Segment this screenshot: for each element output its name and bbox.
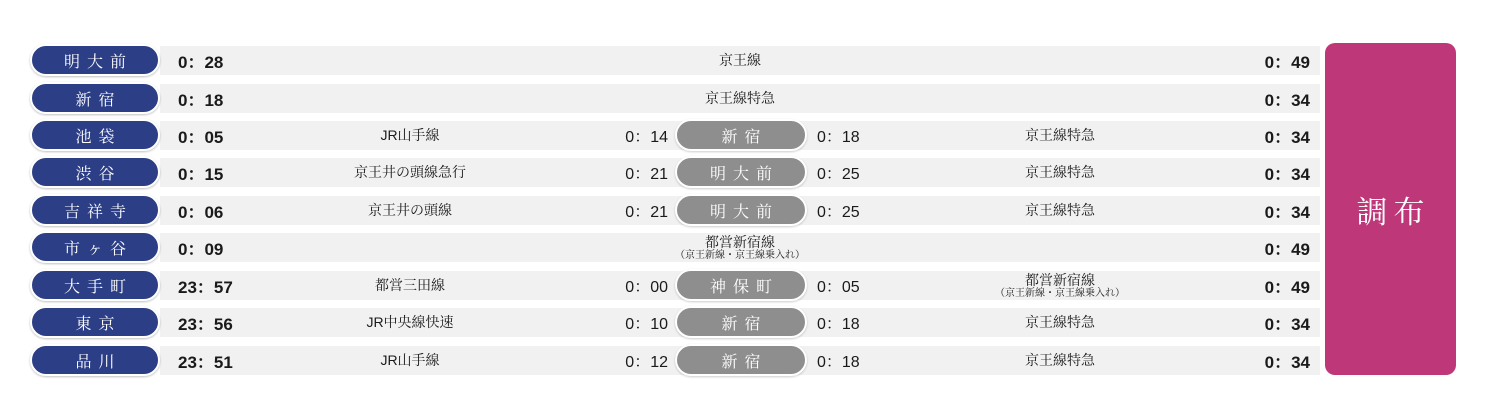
transfer-station-badge [675,194,807,226]
origin-station-badge [30,44,160,76]
origin-station-badge [30,344,160,376]
origin-station-badge [30,82,160,114]
transfer-arrival-time: 0：00 [625,279,668,296]
arrival-time: 0：49 [1264,278,1310,297]
departure-time: 23：57 [178,278,233,297]
first-line-label: 京王井の頭線 [368,202,452,219]
departure-time: 0：18 [178,91,224,110]
transfer-arrival-time: 0：10 [625,316,668,333]
transfer-arrival-time: 0：21 [625,166,668,183]
first-line-name [340,233,1140,262]
transfer-station-badge [675,344,807,376]
transfer-station-badge [675,156,807,188]
departure-time: 0：28 [178,53,224,72]
origin-station-label: 明大前 [63,53,133,71]
destination-block [1325,43,1456,375]
origin-station-label: 品川 [75,353,122,371]
transfer-arrival-time: 0：14 [625,129,668,146]
first-line-label: 都営三田線 [375,277,445,294]
route-row [30,196,1320,225]
second-line-note: （京王新線・京王線乗入れ） [995,287,1125,299]
departure-time: 23：51 [178,353,233,372]
first-line-name [260,308,560,337]
first-line-note: （京王新線・京王線乗入れ） [675,249,805,261]
transfer-station-label: 神保町 [709,278,779,296]
origin-station-label: 東京 [75,315,122,333]
second-line-label: 京王線特急 [1025,127,1095,144]
second-line-label: 京王線特急 [1025,202,1095,219]
origin-station-label: 新宿 [75,91,122,109]
origin-station-label: 市ヶ谷 [63,240,133,258]
second-line-name [910,196,1210,225]
route-row [30,346,1320,375]
first-line-label: 京王線特急 [705,90,775,107]
transfer-station-label: 明大前 [709,165,779,183]
arrival-time: 0：34 [1264,165,1310,184]
transfer-station-label: 新宿 [721,353,768,371]
transfer-departure-time: 0：18 [817,354,860,371]
transfer-station-badge [675,306,807,338]
origin-station-label: 吉祥寺 [63,203,133,221]
arrival-time: 0：49 [1264,240,1310,259]
transfer-station-badge [675,269,807,301]
transfer-departure-time: 0：25 [817,204,860,221]
transfer-arrival-time: 0：21 [625,204,668,221]
origin-station-badge [30,194,160,226]
first-line-label: 京王線 [719,52,761,69]
arrival-time: 0：34 [1264,353,1310,372]
departure-time: 0：09 [178,240,224,259]
first-line-name [260,121,560,150]
second-line-label: 京王線特急 [1025,314,1095,331]
destination-label: 調布 [1356,194,1431,230]
transfer-departure-time: 0：05 [817,279,860,296]
route-row [30,121,1320,150]
departure-time: 0：15 [178,165,224,184]
transfer-station-label: 明大前 [709,203,779,221]
second-line-name [910,308,1210,337]
arrival-time: 0：34 [1264,91,1310,110]
second-line-name [910,158,1210,187]
route-row [30,271,1320,300]
route-row [30,233,1320,262]
origin-station-label: 池袋 [75,128,122,146]
first-line-name [260,271,560,300]
route-row [30,308,1320,337]
first-line-label: JR中央線快速 [366,314,454,331]
origin-station-badge [30,306,160,338]
arrival-time: 0：34 [1264,203,1310,222]
departure-time: 0：05 [178,128,224,147]
transfer-arrival-time: 0：12 [625,354,668,371]
transfer-station-label: 新宿 [721,315,768,333]
first-line-name [260,346,560,375]
second-line-label: 都営新宿線 [1025,271,1095,288]
origin-station-badge [30,231,160,263]
transfer-departure-time: 0：25 [817,166,860,183]
origin-station-label: 渋谷 [75,165,122,183]
route-row [30,46,1320,75]
second-line-name [910,346,1210,375]
second-line-label: 京王線特急 [1025,164,1095,181]
transfer-station-badge [675,119,807,151]
arrival-time: 0：34 [1264,315,1310,334]
second-line-name [910,121,1210,150]
departure-time: 0：06 [178,203,224,222]
first-line-label: 京王井の頭線急行 [354,164,466,181]
first-line-name [260,158,560,187]
first-line-name [340,46,1140,75]
first-line-label: JR山手線 [380,127,440,144]
first-line-label: JR山手線 [380,352,440,369]
route-row [30,84,1320,113]
transfer-departure-time: 0：18 [817,316,860,333]
transfer-station-label: 新宿 [721,128,768,146]
second-line-label: 京王線特急 [1025,352,1095,369]
origin-station-badge [30,156,160,188]
route-row [30,158,1320,187]
arrival-time: 0：49 [1264,53,1310,72]
origin-station-badge [30,269,160,301]
arrival-time: 0：34 [1264,128,1310,147]
first-line-label: 都営新宿線 [705,233,775,250]
first-line-name [340,84,1140,113]
first-line-name [260,196,560,225]
departure-time: 23：56 [178,315,233,334]
origin-station-badge [30,119,160,151]
transfer-departure-time: 0：18 [817,129,860,146]
origin-station-label: 大手町 [63,278,133,296]
second-line-name [910,271,1210,300]
